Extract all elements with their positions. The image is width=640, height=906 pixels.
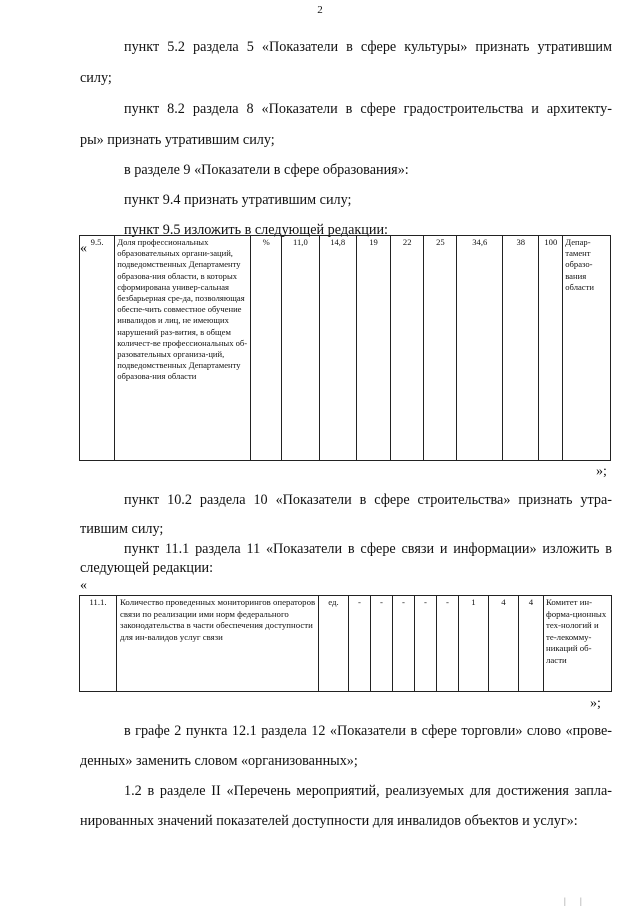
paragraph-culture-line2: силу; — [80, 70, 112, 86]
paragraph-urban-line1: пункт 8.2 раздела 8 «Показатели в сфере градостроительства и архитекту- — [124, 101, 612, 117]
paragraph-construction-line1: пункт 10.2 раздела 10 «Показатели в сфере строительства» признать утра- — [124, 492, 612, 508]
unit: % — [251, 236, 282, 461]
value-cell: 19 — [356, 236, 390, 461]
quote-close-1: »; — [596, 464, 607, 479]
paragraph-trade-line2: денных» заменить словом «организованных»; — [80, 753, 358, 769]
value-cell: - — [415, 596, 437, 692]
value-cell: 38 — [503, 236, 539, 461]
value-cell: 25 — [424, 236, 457, 461]
value-cell: 34,6 — [457, 236, 503, 461]
responsible-body: Комитет ин-форма-ционных тех-нологий и те-лекомму-никаций об-ласти — [544, 596, 612, 692]
value-cell: 1 — [459, 596, 489, 692]
paragraph-communications-line1: пункт 11.1 раздела 11 «Показатели в сфере связи и информации» изложить в — [124, 541, 612, 557]
item-number: 11.1. — [80, 596, 117, 692]
paragraph-culture-line1: пункт 5.2 раздела 5 «Показатели в сфере культуры» признать утратившим — [124, 39, 612, 55]
paragraph-section-ii-line1: 1.2 в разделе II «Перечень мероприятий, реализуемых для достижения запла- — [124, 783, 612, 799]
indicator-table-9-5 — [79, 235, 611, 461]
footer-marks: | | — [564, 896, 588, 906]
value-cell: 4 — [519, 596, 544, 692]
page-number: 2 — [317, 4, 323, 16]
value-cell: - — [371, 596, 393, 692]
paragraph-education-section: в разделе 9 «Показатели в сфере образования»: — [124, 162, 409, 178]
value-cell: - — [349, 596, 371, 692]
indicator-name: Количество проведенных мониторингов операторов связи по реализации ими норм федерального законодательства в части обеспечения доступности для ин-валидов услуг связи — [117, 596, 319, 692]
paragraph-trade-line1: в графе 2 пункта 12.1 раздела 12 «Показатели в сфере торговли» слово «прове- — [124, 723, 612, 739]
paragraph-urban-line2: ры» признать утратившим силу; — [80, 132, 275, 148]
value-cell: 14,8 — [319, 236, 356, 461]
value-cell: 4 — [489, 596, 519, 692]
table-row — [80, 236, 611, 461]
indicator-table-11-1 — [79, 595, 612, 692]
item-number: 9.5. — [80, 236, 115, 461]
value-cell: 11,0 — [282, 236, 319, 461]
value-cell: 100 — [539, 236, 563, 461]
paragraph-item-9-5: пункт 9.5 изложить в следующей редакции: — [124, 222, 388, 238]
unit: ед. — [319, 596, 349, 692]
quote-close-2: »; — [590, 696, 601, 711]
quote-open-1: « — [80, 241, 87, 256]
paragraph-section-ii-line2: нированных значений показателей доступности для инвалидов объектов и услуг»: — [80, 813, 578, 829]
indicator-name: Доля профессиональных образовательных органи-заций, подведомственных Департаменту образова-ния области, в которых сформирована универ-сальная безбарьерная сре-да, позволяющая обеспе-чить совместное обучение инвалидов и лиц, не имеющих нарушений раз-вития, в общем количест-ве профессиональных об-разовательных организа-ций, подведомственных Департаменту образова-ния области — [115, 236, 251, 461]
value-cell: - — [437, 596, 459, 692]
responsible-body: Депар-тамент образо-вания области — [563, 236, 611, 461]
paragraph-construction-line2: тившим силу; — [80, 521, 164, 537]
value-cell: 22 — [391, 236, 424, 461]
quote-open-2: « — [80, 578, 87, 593]
value-cell: - — [393, 596, 415, 692]
paragraph-item-9-4: пункт 9.4 признать утратившим силу; — [124, 192, 352, 208]
table-row — [80, 596, 612, 692]
paragraph-communications-line2: следующей редакции: — [80, 560, 214, 576]
